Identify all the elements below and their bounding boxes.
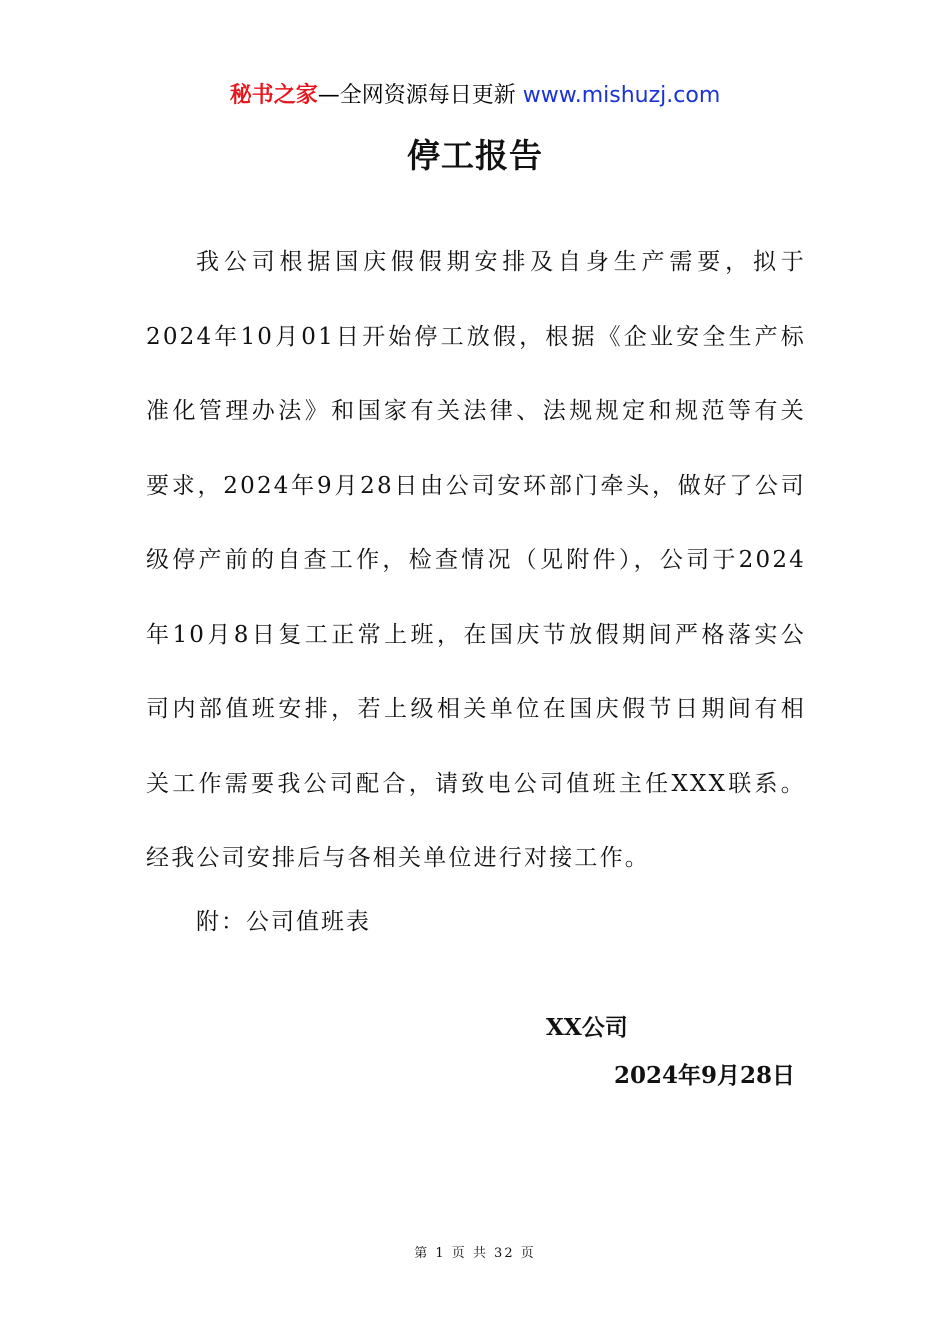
signature-company: XX公司 (546, 1014, 628, 1041)
document-body (146, 225, 806, 896)
body-line: 年10月8日复工正常上班，在国庆节放假期间严格落实公 (146, 621, 806, 648)
body-line: 级停产前的自查工作，检查情况（见附件），公司于2024 (146, 547, 806, 573)
body-line: 我公司根据国庆假假期安排及自身生产需要，拟于 (196, 249, 806, 275)
site-url-link[interactable]: www.mishuzj.com (522, 83, 721, 108)
site-header (0, 80, 950, 112)
page-footer: 第 1 页 共 32 页 (414, 1246, 536, 1261)
body-line: 2024年10月01日开始停工放假，根据《企业安全生产标 (146, 323, 806, 350)
signature-date: 2024年9月28日 (614, 1062, 796, 1089)
site-tagline: —全网资源每日更新 (317, 83, 523, 108)
site-brand: 秘书之家 (229, 83, 318, 108)
body-line: 准化管理办法》和国家有关法律、法规规定和规范等有关 (146, 398, 806, 424)
document-title: 停工报告 (407, 136, 543, 175)
body-line: 司内部值班安排，若上级相关单位在国庆假节日期间有相 (146, 696, 806, 722)
body-line: 关工作需要我公司配合，请致电公司值班主任XXX联系。 (146, 770, 806, 797)
attachment-note: 附：公司值班表 (196, 909, 371, 935)
body-line: 要求，2024年9月28日由公司安环部门牵头，做好了公司 (146, 472, 806, 499)
body-line: 经我公司安排后与各相关单位进行对接工作。 (146, 845, 650, 871)
